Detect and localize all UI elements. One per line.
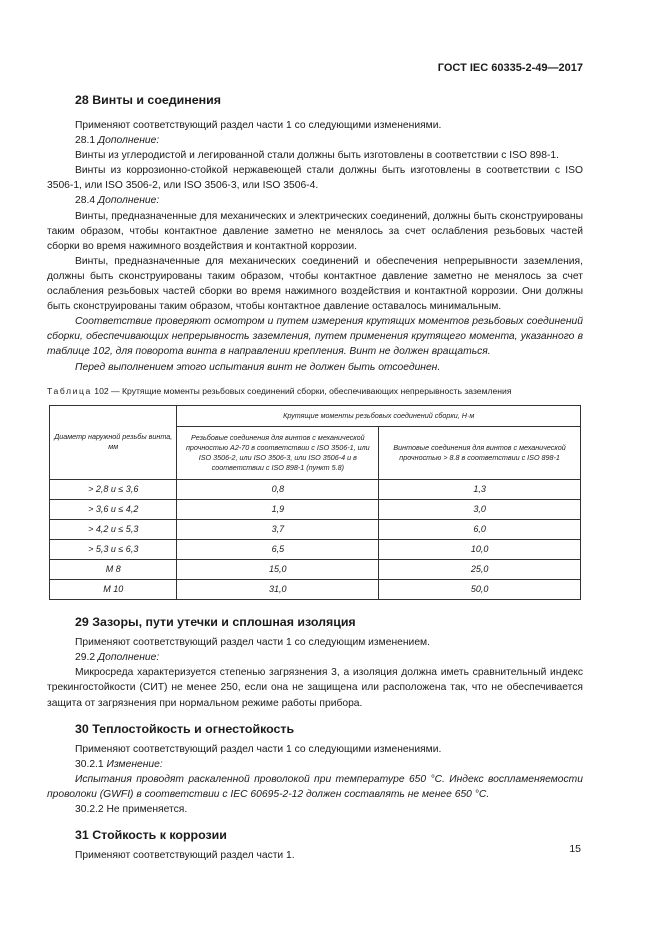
table-cell: М 8	[50, 559, 177, 579]
table-cell: 31,0	[177, 580, 379, 600]
table-cell: 3,0	[379, 499, 581, 519]
s28-paragraph: Винты, предназначенные для механических соединений и обеспечения непрерывности заземления, должны быть сконструированы таким образом, чтобы контактное давление заметно не менялось за счет ослабления резьбовых частей сборки во время нажимного воздействия и контактной коррозии. Они должны быть сконструированы таким образом, чтобы контактное давление оставалось минимальным.	[47, 255, 583, 313]
clause-label: Дополнение:	[97, 195, 160, 207]
table-row	[50, 539, 581, 559]
clause-28-1	[47, 133, 583, 148]
clause-30-2-2: 30.2.2 Не применяется.	[75, 804, 188, 815]
clause-label: Изменение:	[106, 758, 163, 770]
s31-intro: Применяют соответствующий раздел части 1.	[75, 850, 295, 862]
compliance-note: Перед выполнением этого испытания винт не должен быть отсоединен.	[75, 361, 441, 373]
col-header-8-8: Винтовые соединения для винтов с механической прочностью > 8.8 в соответствии с ISO 898-1	[379, 426, 581, 479]
table-cell: 3,7	[177, 519, 379, 539]
page-number: 15	[569, 843, 581, 855]
clause-number: 28.1	[75, 135, 98, 147]
clause-number: 28.4	[75, 195, 98, 207]
clause-30-2-1	[47, 757, 583, 772]
clause-number: 30.2.1	[75, 758, 107, 770]
s29-intro: Применяют соответствующий раздел части 1 со следующим изменением.	[75, 637, 430, 649]
table-row	[50, 559, 581, 579]
clause-29-2	[47, 650, 583, 665]
table-cell: 1,3	[379, 479, 581, 499]
page-content	[47, 92, 583, 863]
s28-paragraph: Винты из коррозионно-стойкой нержавеющей стали должны быть изготовлены в соответствии с ISO 3506-1, или ISO 3506-2, или ISO 3506-3, или ISO 3506-4.	[47, 165, 583, 192]
table-cell: 0,8	[177, 479, 379, 499]
document-code: ГОСТ IEC 60335-2-49—2017	[437, 62, 583, 74]
table-cell: 6,5	[177, 539, 379, 559]
col-header-a2-70: Резьбовые соединения для винтов с механической прочностью А2-70 в соответствии с ISO 3506-1, или ISO 3506-2, или ISO 3506-3, или ISO 3506-4 и в соответствии с ISO 898-1 (пункт 5.8)	[177, 426, 379, 479]
caption-prefix: Таблица	[47, 385, 92, 396]
table-cell: М 10	[50, 580, 177, 600]
table-cell: > 3,6 и ≤ 4,2	[50, 499, 177, 519]
torque-table	[49, 405, 581, 601]
table-cell: 10,0	[379, 539, 581, 559]
s29-paragraph: Микросреда характеризуется степенью загрязнения 3, а изоляция должна иметь сравнительный индекс трекингостойкости (СИТ) не менее 250, если она не защищена или расположена так, что не обеспечивается защита от загрязнения при нормальном режиме работы прибора.	[47, 667, 583, 709]
table-cell: 15,0	[177, 559, 379, 579]
table-row	[50, 519, 581, 539]
clause-label: Дополнение:	[97, 135, 160, 147]
s28-intro: Применяют соответствующий раздел части 1 со следующими изменениями.	[75, 120, 442, 131]
table-cell: > 4,2 и ≤ 5,3	[50, 519, 177, 539]
table-cell: > 5,3 и ≤ 6,3	[50, 539, 177, 559]
table-caption	[47, 385, 583, 397]
col-header-group: Крутящие моменты резьбовых соединений сборки, Н·м	[177, 405, 581, 426]
s28-paragraph: Винты из углеродистой и легированной стали должны быть изготовлены в соответствии с ISO 898-1.	[75, 150, 560, 162]
table-row	[50, 580, 581, 600]
clause-number: 29.2	[75, 652, 98, 664]
caption-text: 102 — Крутящие моменты резьбовых соединений сборки, обеспечивающих непрерывность заземления	[91, 385, 512, 396]
table-row	[50, 499, 581, 519]
clause-28-4	[47, 193, 583, 208]
table-cell: > 2,8 и ≤ 3,6	[50, 479, 177, 499]
table-cell: 6,0	[379, 519, 581, 539]
section-28-heading: 28 Винты и соединения	[75, 93, 221, 107]
s28-paragraph: Винты, предназначенные для механических и электрических соединений, должны быть сконструированы таким образом, чтобы контактное давление заметно не менялось за счет ослабления резьбовых частей сборки во время нажимного воздействия и контактной коррозии.	[47, 210, 583, 252]
table-cell: 50,0	[379, 580, 581, 600]
section-29-heading: 29 Зазоры, пути утечки и сплошная изоляция	[75, 615, 356, 630]
table-cell: 25,0	[379, 559, 581, 579]
section-30-heading: 30 Теплостойкость и огнестойкость	[75, 721, 295, 736]
col-header-diameter: Диаметр наружной резьбы винта, мм	[50, 405, 177, 479]
clause-label: Дополнение:	[97, 652, 160, 664]
s30-intro: Применяют соответствующий раздел части 1 со следующими изменениями.	[75, 743, 442, 755]
table-row	[50, 479, 581, 499]
section-31-heading: 31 Стойкость к коррозии	[75, 828, 227, 843]
table-cell: 1,9	[177, 499, 379, 519]
compliance-check: Соответствие проверяют осмотром и путем измерения крутящих моментов резьбовых соединений сборки, обеспечивающих непрерывность заземления, путем применения крутящего момента, указанного в таблице 102, для поворота винта в направлении крепления. Винт не должен вращаться.	[47, 316, 583, 358]
s30-paragraph: Испытания проводят раскаленной проволокой при температуре 650 °C. Индекс воспламеняемости проволоки (GWFI) в соответствии с IEC 60695-2-12 должен составлять не менее 650 °C.	[47, 773, 583, 800]
